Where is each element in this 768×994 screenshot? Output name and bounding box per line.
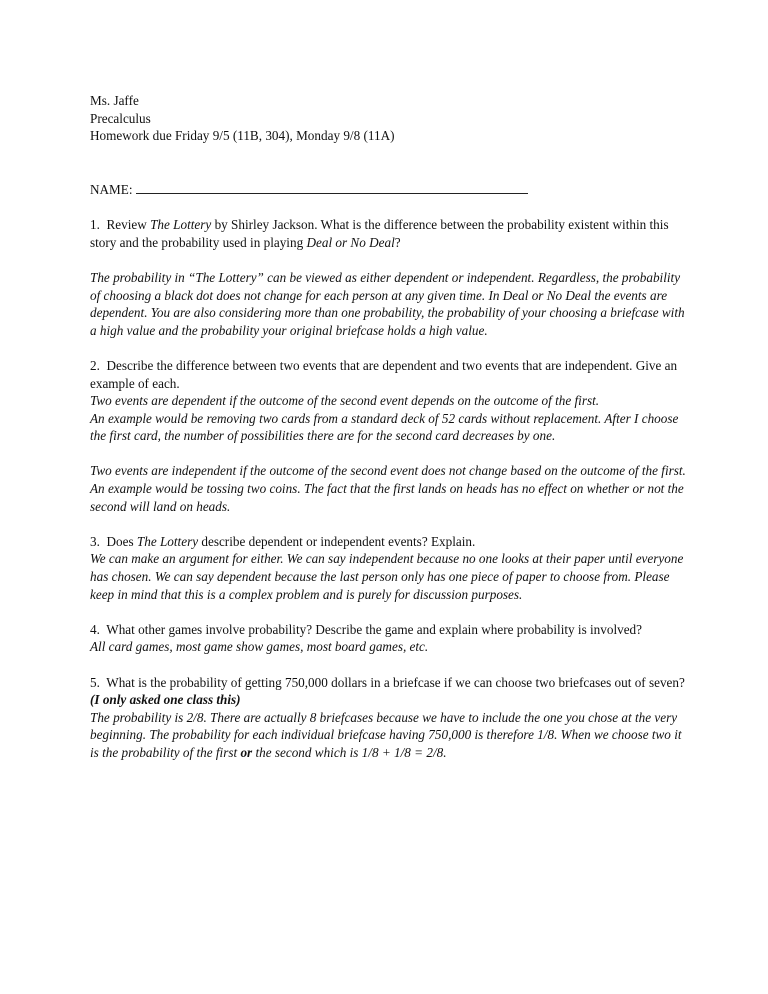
q1-text-c: ? [394, 234, 401, 250]
answer-2-independent-def: Two events are independent if the outcome of the second event does not change based on the outcome of the first. [90, 463, 686, 479]
q3-text-b: describe dependent or independent events? Explain. [201, 533, 476, 549]
question-4 [90, 621, 690, 639]
q1-text-b: by Shirley Jackson. What is the difference between the probability existent within this story and the probability used in playing [90, 217, 669, 250]
answer-2-independent-example: An example would be tossing two coins. The fact that the first lands on heads has no effect on whether or not the second will land on heads. [90, 481, 684, 514]
q3-title: The Lottery [136, 533, 199, 549]
question-1 [90, 216, 690, 251]
q1-show: Deal or No Deal [306, 234, 395, 250]
answer-1: The probability in “The Lottery” can be viewed as either dependent or independent. Regardless, the probability of choosing a black dot does not change for each person at any given time. In Deal or No Deal the events are dependent. You are also considering more than one probability, the probability of your choosing a briefcase with a high value and the probability your original briefcase holds a high value. [90, 269, 685, 338]
answer-4: All card games, most game show games, most board games, etc. [90, 639, 429, 655]
q1-number: 1. [90, 217, 100, 233]
answer-5-part-b: the second which is 1/8 + 1/8 = 2/8. [255, 744, 447, 760]
name-label: NAME: [90, 181, 133, 197]
answer-5-or: or [240, 744, 253, 760]
answer-5 [90, 709, 690, 762]
name-underline [136, 180, 528, 194]
answer-3: We can make an argument for either. We can say independent because no one looks at their paper until everyone has chosen. We can say dependent because the last person only has one piece of paper to choose from. Please keep in mind that this is a complex problem and is purely for discussion purposes. [90, 551, 684, 602]
q5-number: 5. [90, 674, 100, 690]
q1-text-a: Review [106, 217, 147, 233]
question-2 [90, 357, 690, 392]
answer-2-dependent-example: An example would be removing two cards from a standard deck of 52 cards without replacement. After I choose the first card, the number of possibilities there are for the second card decreases by one. [90, 410, 679, 444]
name-field [90, 180, 690, 199]
q3-number: 3. [90, 533, 100, 549]
question-3 [90, 533, 690, 551]
q5-text: What is the probability of getting 750,000 dollars in a briefcase if we can choose two briefcases out of seven? [106, 674, 685, 690]
q1-title: The Lottery [150, 217, 212, 233]
course-name: Precalculus [90, 110, 151, 126]
answer-2-dependent-def: Two events are dependent if the outcome of the second event depends on the outcome of the first. [90, 393, 600, 409]
q5-note: (I only asked one class this) [90, 692, 241, 708]
q2-number: 2. [90, 357, 100, 373]
question-5 [90, 674, 690, 692]
q4-text: What other games involve probability? Describe the game and explain where probability is involved? [106, 621, 643, 637]
answer-5-part-a: The probability is 2/8. There are actually 8 briefcases because we have to include the one you chose at the very beginning. The probability for each individual briefcase having 750,000 is therefore 1/8. When we choose two it is the probability of the first [90, 709, 682, 760]
homework-page [90, 92, 690, 762]
q4-number: 4. [90, 621, 100, 637]
q2-text: Describe the difference between two events that are dependent and two events that are independent. Give an example of each. [90, 357, 678, 391]
q3-text-a: Does [106, 533, 134, 549]
assignment-due: Homework due Friday 9/5 (11B, 304), Monday 9/8 (11A) [90, 128, 395, 144]
teacher-name: Ms. Jaffe [90, 93, 139, 108]
